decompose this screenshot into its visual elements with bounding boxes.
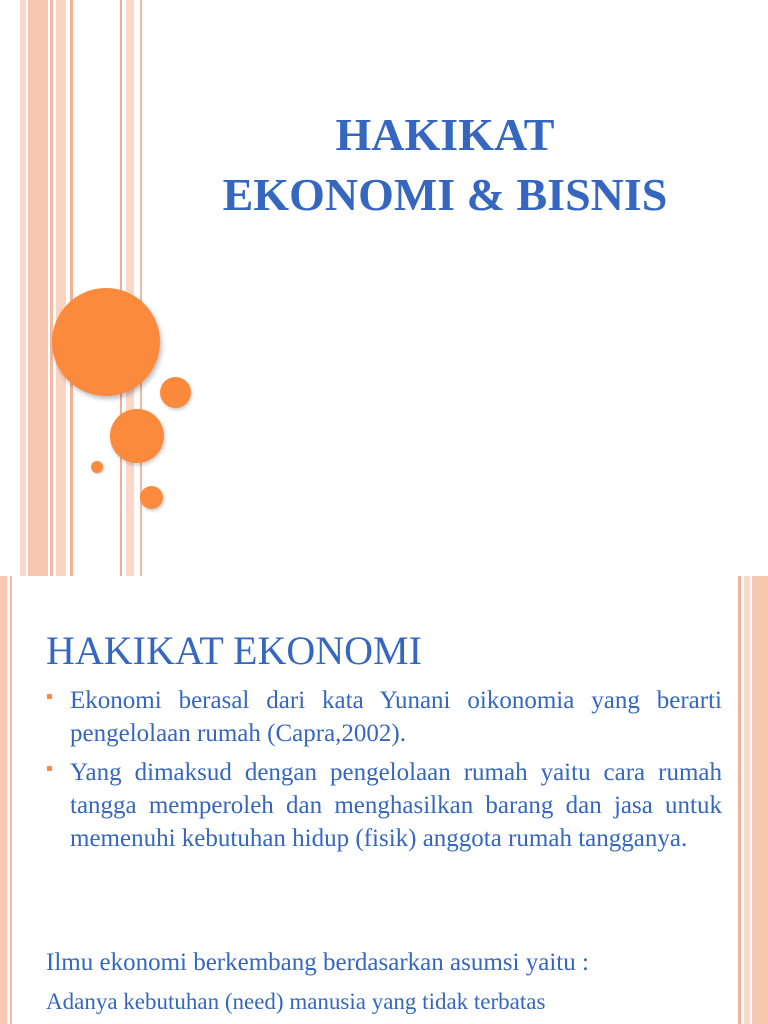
decor-circle-large: [52, 288, 160, 396]
list-item: [46, 684, 722, 750]
square-bullet-icon: [47, 694, 52, 699]
title-line: EKONOMI & BISNIS: [222, 169, 668, 220]
content-slide: [0, 576, 768, 1024]
slide-heading: HAKIKAT EKONOMI: [46, 628, 422, 673]
decor-stripe: [50, 0, 53, 576]
assumption-intro: Ilmu ekonomi berkembang berdasarkan asumsi yaitu :: [46, 949, 589, 976]
decor-stripe: [738, 576, 741, 1024]
decor-circle-small: [140, 486, 163, 509]
decor-stripe: [28, 0, 48, 576]
decor-stripe: [56, 0, 66, 576]
bullet-text: Ekonomi berasal dari kata Yunani oikonomia yang berarti pengelolaan rumah (Capra,2002).: [70, 687, 722, 747]
decor-stripe: [752, 576, 768, 1024]
decor-circle-medium: [110, 409, 164, 463]
decor-stripe: [120, 0, 122, 576]
bullet-list: [46, 684, 722, 861]
decor-stripe: [744, 576, 750, 1024]
decor-stripe: [10, 576, 12, 1024]
list-item: [46, 756, 722, 855]
bullet-text: Yang dimaksud dengan pengelolaan rumah yaitu cara rumah tangga memperoleh dan menghasilkan barang dan jasa untuk memenuhi kebutuhan hidup (fisik) anggota rumah tangganya.: [70, 759, 722, 852]
decor-stripe: [126, 0, 134, 576]
decor-circle-small: [160, 377, 191, 408]
decor-circle-tiny: [91, 461, 103, 473]
decor-stripe: [0, 576, 7, 1024]
slide-title: [150, 105, 740, 225]
square-bullet-icon: [47, 766, 52, 771]
decor-stripe: [20, 0, 26, 576]
assumption-text: Adanya kebutuhan (need) manusia yang tidak terbatas: [46, 989, 546, 1014]
decor-stripe: [70, 0, 73, 576]
title-line: HAKIKAT: [335, 109, 555, 160]
